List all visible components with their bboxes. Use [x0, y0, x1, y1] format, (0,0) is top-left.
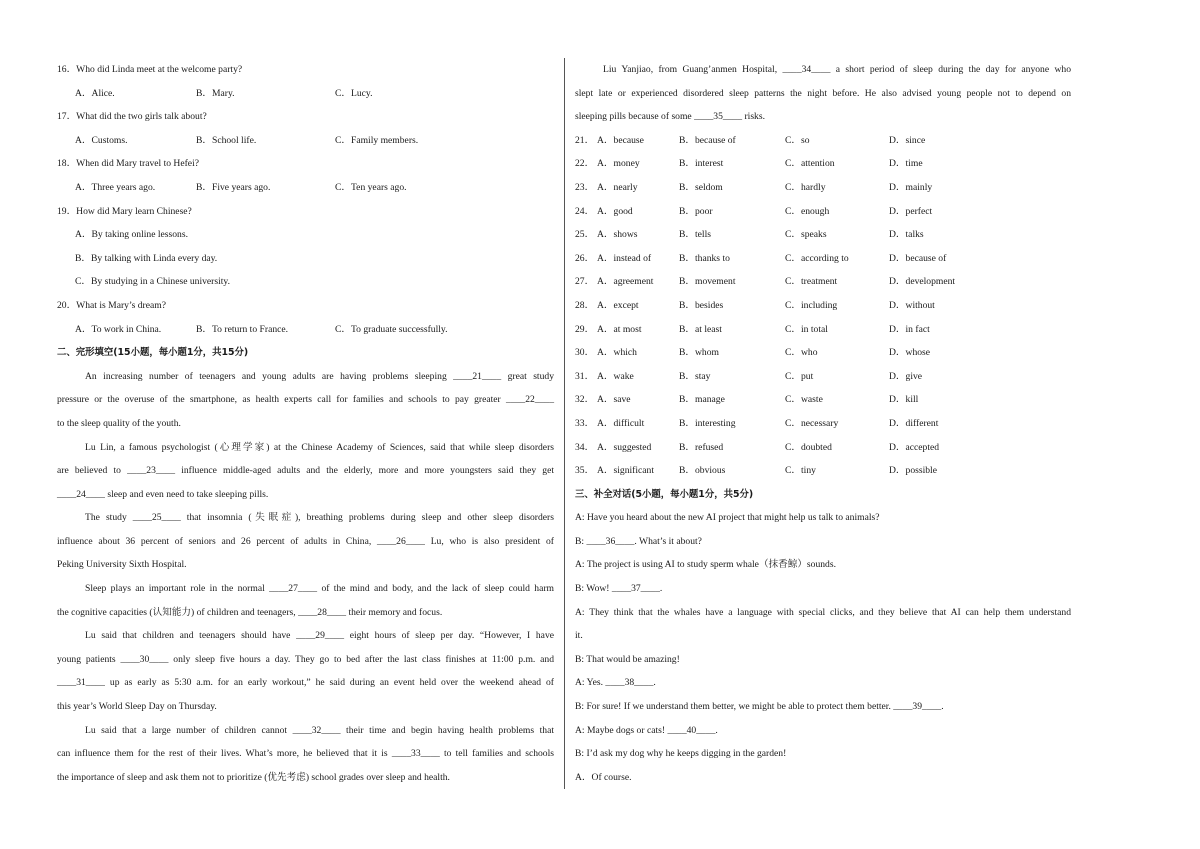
option-row-27 — [575, 270, 1071, 294]
passage-line: Lu Lin, a famous psychologist (心理学家) at the Chinese Academy of Sciences, said that while sleep disorders — [85, 441, 554, 453]
question-16-options — [57, 82, 554, 106]
option-c: C．Lucy. — [335, 87, 373, 99]
dialog-line: B: For sure! If we understand them better, we might be able to protect them better. ____39____. — [575, 701, 944, 713]
passage-line: sleeping pills because of some ____35____ risks. — [575, 111, 765, 123]
option-a: A．difficult — [597, 417, 645, 429]
option-c: C．necessary — [785, 417, 839, 429]
option-c: C．hardly — [785, 181, 826, 193]
question-20-stem: 20．What is Mary’s dream? — [57, 299, 166, 311]
option-d: D．perfect — [889, 205, 933, 217]
option-a: A．suggested — [597, 441, 652, 453]
option-a: A．money — [597, 158, 640, 170]
option-row-34 — [575, 436, 1071, 460]
passage-line: the importance of sleep and ask them not to prioritize (优先考虑) school grades over sleep and health. — [57, 771, 450, 783]
option-d: D．time — [889, 158, 923, 170]
passage-line: slept late or experienced disordered sleep patterns the night before. He also advised young people not to depend on — [575, 87, 1071, 99]
option-a: A．because — [597, 134, 644, 146]
option-d: D．talks — [889, 229, 924, 241]
option-c: C．treatment — [785, 276, 838, 288]
option-d: D．since — [889, 134, 926, 146]
option-b: B．interesting — [679, 417, 736, 429]
option-d: D．possible — [889, 465, 937, 477]
option-b: B．Five years ago. — [196, 181, 271, 193]
option-b: B．Mary. — [196, 87, 235, 99]
dialog-line: A: Maybe dogs or cats! ____40____. — [575, 724, 718, 736]
question-number: 31． — [575, 370, 595, 382]
question-number: 29． — [575, 323, 595, 335]
question-number: 28． — [575, 299, 595, 311]
option-row-31 — [575, 365, 1071, 389]
question-19-option-c: C．By studying in a Chinese university. — [75, 276, 231, 288]
question-16-stem: 16．Who did Linda meet at the welcome party? — [57, 64, 243, 75]
dialog-line: B: Wow! ____37____. — [575, 583, 663, 595]
option-d: D．different — [889, 417, 939, 429]
option-d: D．give — [889, 370, 923, 382]
option-row-22 — [575, 152, 1071, 176]
option-row-24 — [575, 200, 1071, 224]
dialog-line: A: Yes. ____38____. — [575, 677, 656, 689]
option-d: D．kill — [889, 394, 919, 406]
option-row-33 — [575, 412, 1071, 436]
option-d: D．development — [889, 276, 956, 288]
option-a: A．significant — [597, 465, 655, 477]
option-d: D．mainly — [889, 181, 933, 193]
option-c: C．Ten years ago. — [335, 181, 407, 193]
question-number: 21． — [575, 134, 595, 146]
option-d: D．without — [889, 299, 935, 311]
passage-line: An increasing number of teenagers and young adults are having problems sleeping ____21____ great study — [85, 370, 554, 382]
dialog-line: A: Have you heard about the new AI project that might help us talk to animals? — [575, 512, 880, 524]
option-row-32 — [575, 388, 1071, 412]
option-d: D．whose — [889, 347, 931, 359]
question-number: 27． — [575, 276, 595, 288]
option-a: A．nearly — [597, 181, 638, 193]
option-d: D．in fact — [889, 323, 930, 335]
question-18-stem: 18．When did Mary travel to Hefei? — [57, 158, 199, 170]
passage-line: are believed to ____23____ influence middle-aged adults and the elderly, more and more youngsters said they get — [57, 465, 554, 477]
right-column — [575, 58, 1071, 789]
question-19-option-a: A．By taking online lessons. — [75, 229, 188, 241]
passage-line: Lu said that children and teenagers should have ____29____ eight hours of sleep per day. “However, I have — [85, 630, 554, 642]
question-17-options — [57, 129, 554, 153]
question-number: 33． — [575, 417, 595, 429]
question-17-stem: 17．What did the two girls talk about? — [57, 111, 207, 123]
option-b: B．besides — [679, 299, 724, 311]
dialog-line: B: I’d ask my dog why he keeps digging in the garden! — [575, 748, 787, 760]
option-b: B．manage — [679, 394, 725, 406]
question-number: 34． — [575, 441, 595, 453]
option-b: B．whom — [679, 347, 719, 359]
question-19-option-b: B．By talking with Linda every day. — [75, 252, 218, 264]
option-a: A．agreement — [597, 276, 654, 288]
question-20-options — [57, 318, 554, 342]
option-d: D．accepted — [889, 441, 940, 453]
question-number: 32． — [575, 394, 595, 406]
option-c: C．according to — [785, 252, 849, 264]
passage-line: Lu said that a large number of children cannot ____32____ their time and begin having health problems that — [85, 724, 554, 736]
option-b: B．refused — [679, 441, 724, 453]
question-number: 22． — [575, 158, 595, 170]
option-b: B．obvious — [679, 465, 726, 477]
option-b: B．because of — [679, 134, 736, 146]
section-3-heading: 三、补全对话(5小题，每小题1分，共5分) — [575, 488, 754, 500]
option-c: C．so — [785, 134, 810, 146]
option-row-25 — [575, 223, 1071, 247]
passage-line: Liu Yanjiao, from Guang’anmen Hospital, ____34____ a short period of sleep during the day for anyone who — [603, 64, 1071, 75]
option-a: A．shows — [597, 229, 638, 241]
option-a: A．at most — [597, 323, 642, 335]
question-number: 30． — [575, 347, 595, 359]
passage-line: Sleep plays an important role in the normal ____27____ of the mind and body, and the lack of sleep could harm — [85, 583, 554, 595]
option-b: B．stay — [679, 370, 711, 382]
option-d: D．because of — [889, 252, 947, 264]
option-b: B．thanks to — [679, 252, 730, 264]
question-number: 35． — [575, 465, 595, 477]
option-a: A．To work in China. — [75, 323, 162, 335]
passage-line: influence about 36 percent of seniors and 26 percent of adults in China, ____26____ Lu, who is also president of — [57, 535, 554, 547]
option-a: A．Alice. — [75, 87, 115, 99]
option-c: C．who — [785, 347, 818, 359]
option-row-21 — [575, 129, 1071, 153]
option-b: B．seldom — [679, 181, 723, 193]
passage-line: the cognitive capacities (认知能力) of children and teenagers, ____28____ their memory and focus. — [57, 606, 443, 618]
dialog-line: A: The project is using AI to study sperm whale（抹香鲸）sounds. — [575, 559, 836, 571]
option-b: B．tells — [679, 229, 711, 241]
option-c: C．tiny — [785, 465, 816, 477]
option-b: B．poor — [679, 205, 713, 217]
option-a: A．Three years ago. — [75, 181, 156, 193]
option-b: B．School life. — [196, 134, 257, 146]
question-number: 25． — [575, 229, 595, 241]
option-a: A．save — [597, 394, 631, 406]
dialog-line: it. — [575, 630, 583, 642]
option-a: A．wake — [597, 370, 634, 382]
option-a: A．Customs. — [75, 134, 128, 146]
option-c: C．Family members. — [335, 134, 419, 146]
option-c: C．including — [785, 299, 838, 311]
option-row-30 — [575, 341, 1071, 365]
question-number: 26． — [575, 252, 595, 264]
option-c: C．doubted — [785, 441, 832, 453]
option-row-35 — [575, 459, 1071, 483]
option-c: C．in total — [785, 323, 828, 335]
option-row-23 — [575, 176, 1071, 200]
question-18-options — [57, 176, 554, 200]
dialog-line: A: They think that the whales have a language with special clicks, and they believe that AI can help them understand — [575, 606, 1071, 618]
option-a: A．instead of — [597, 252, 652, 264]
option-a: A．except — [597, 299, 639, 311]
passage-line: this year’s World Sleep Day on Thursday. — [57, 701, 217, 713]
option-b: B．To return to France. — [196, 323, 289, 335]
dialog-option-a: A．Of course. — [575, 771, 632, 783]
option-c: C．To graduate successfully. — [335, 323, 448, 335]
passage-line: pressure or the overuse of the smartphone, as health experts call for families and schools to pay greater ____22____ — [57, 394, 554, 406]
dialog-line: B: ____36____. What’s it about? — [575, 535, 702, 547]
option-c: C．waste — [785, 394, 823, 406]
left-column — [57, 58, 554, 789]
passage-line: to the sleep quality of the youth. — [57, 417, 181, 429]
option-row-28 — [575, 294, 1071, 318]
option-a: A．good — [597, 205, 633, 217]
option-c: C．put — [785, 370, 814, 382]
question-number: 24． — [575, 205, 595, 217]
option-a: A．which — [597, 347, 637, 359]
question-number: 23． — [575, 181, 595, 193]
option-c: C．enough — [785, 205, 830, 217]
option-row-29 — [575, 318, 1071, 342]
passage-line: ____31____ up as early as 5:30 a.m. for an early workout,” he said during an event held over the weekend ahead of — [57, 677, 554, 689]
section-2-heading: 二、完形填空(15小题，每小题1分，共15分) — [57, 347, 249, 359]
option-b: B．movement — [679, 276, 736, 288]
passage-line: young patients ____30____ only sleep five hours a day. They go to bed after the last class finishes at 11:00 p.m. and — [57, 653, 554, 665]
option-b: B．interest — [679, 158, 724, 170]
option-c: C．attention — [785, 158, 835, 170]
dialog-line: B: That would be amazing! — [575, 653, 680, 665]
option-c: C．speaks — [785, 229, 827, 241]
passage-line: ____24____ sleep and even need to take sleeping pills. — [57, 488, 269, 500]
question-19-stem: 19．How did Mary learn Chinese? — [57, 205, 192, 217]
passage-line: The study ____25____ that insomnia (失眠症), breathing problems during sleep and other sleep disorders — [85, 512, 554, 524]
option-b: B．at least — [679, 323, 722, 335]
column-divider — [564, 58, 565, 789]
passage-line: can influence them for the rest of their lives. What’s more, he believed that it is ____33____ to tell families and schools — [57, 748, 554, 760]
option-row-26 — [575, 247, 1071, 271]
passage-line: Peking University Sixth Hospital. — [57, 559, 187, 571]
